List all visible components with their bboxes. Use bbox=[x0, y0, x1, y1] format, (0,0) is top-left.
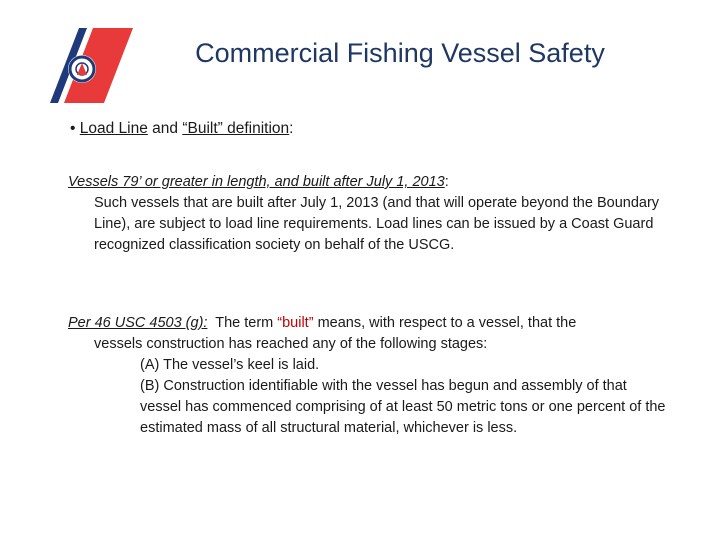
load-line-link: Load Line bbox=[79, 120, 148, 137]
bullet-heading bbox=[70, 120, 293, 138]
coast-guard-stripe-emblem-icon bbox=[50, 28, 135, 103]
section-vessels-79 bbox=[68, 172, 668, 256]
bullet-marker: • bbox=[70, 120, 76, 137]
bullet-and: and bbox=[147, 120, 183, 137]
built-definition-link: “Built” definition bbox=[182, 120, 290, 137]
section2-lead: Per 46 USC 4503 (g): bbox=[68, 315, 208, 331]
section1-lead-line bbox=[68, 172, 668, 193]
section2-text-before: The term bbox=[207, 315, 278, 331]
section1-colon: : bbox=[444, 174, 449, 190]
stage-item-b: (B) Construction identifiable with the vessel has begun and assembly of that vessel has commenced comprising of at least 50 metric tons or one percent of the estimated mass of all structural material, whichever is less. bbox=[140, 378, 666, 436]
slide-title: Commercial Fishing Vessel Safety bbox=[195, 38, 605, 68]
built-term: “built” bbox=[277, 315, 314, 331]
stage-item-a: (A) The vessel’s keel is laid. bbox=[140, 357, 320, 373]
section-per-46-usc bbox=[68, 313, 668, 439]
section1-lead: Vessels 79’ or greater in length, and built after July 1, 2013 bbox=[68, 174, 445, 190]
bullet-colon: : bbox=[289, 120, 294, 137]
section2-lead-line bbox=[68, 313, 668, 334]
section2-continuation: vessels construction has reached any of the following stages: bbox=[94, 336, 488, 352]
section1-body: Such vessels that are built after July 1, 2013 (and that will operate beyond the Boundary Line), are subject to load line requirements. Load lines can be issued by a Coast Guard recognized classification society on behalf of the USCG. bbox=[94, 195, 660, 253]
section2-text-after: means, with respect to a vessel, that the bbox=[313, 315, 577, 331]
